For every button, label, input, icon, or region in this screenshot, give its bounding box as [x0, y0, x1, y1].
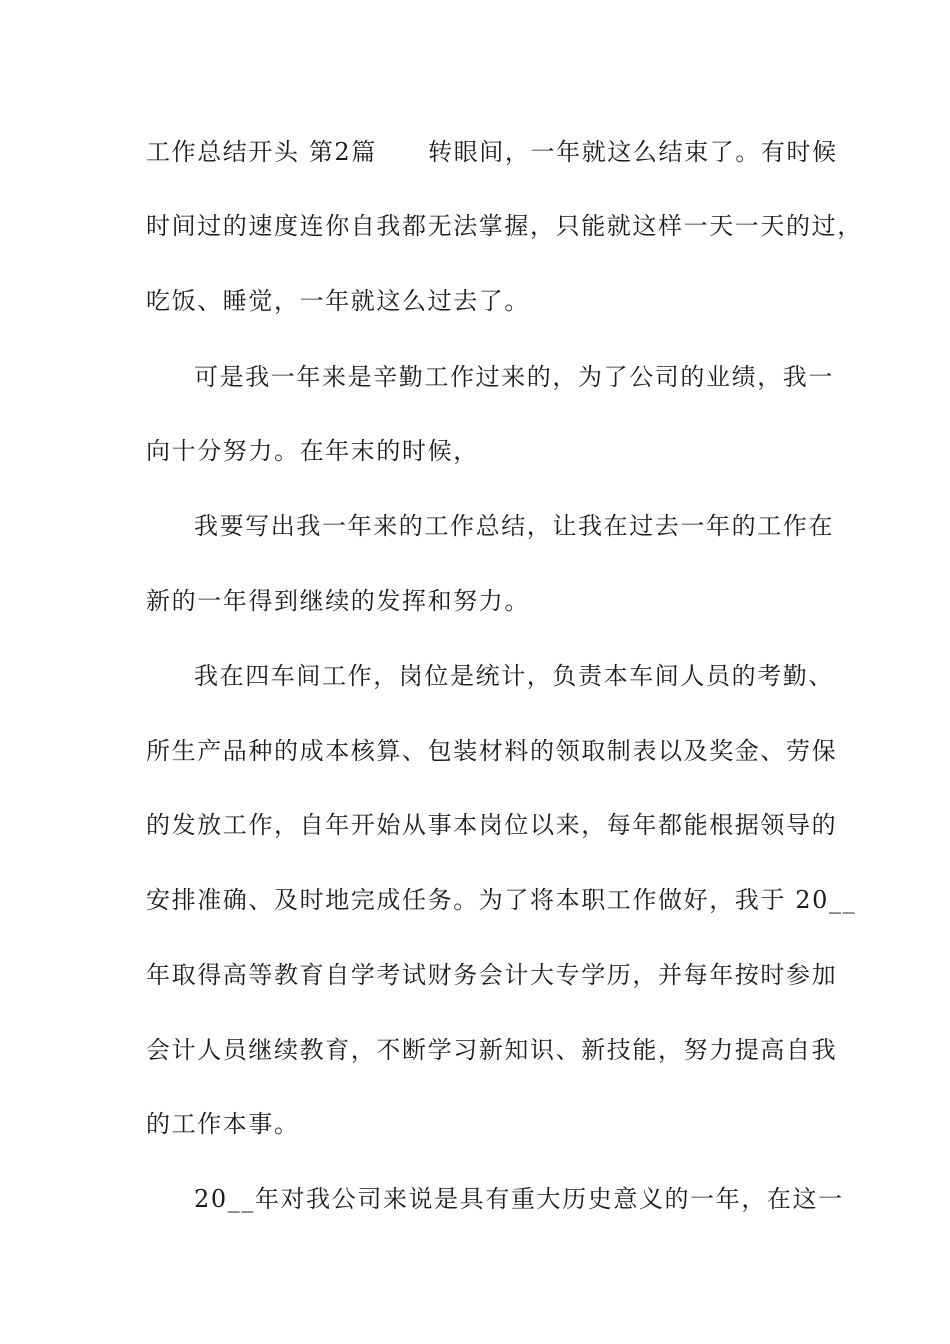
text-line: 时间过的速度连你自我都无法掌握，只能就这样一天一天的过，: [146, 212, 863, 240]
text-line: 会计人员继续教育，不断学习新知识、新技能，努力提高自我: [146, 1036, 838, 1064]
text-line: 向十分努力。在年末的时候，: [146, 437, 479, 465]
text-line: 我在四车间工作，岗位是统计，负责本车间人员的考勤、: [194, 662, 834, 690]
text-line: 可是我一年来是辛勤工作过来的，为了公司的业绩，我一: [194, 363, 834, 391]
text-line: 的工作本事。: [146, 1110, 300, 1138]
text-line: 工作总结开头 第2篇 转眼间，一年就这么结束了。有时候: [146, 138, 838, 166]
text-line: 新的一年得到继续的发挥和努力。: [146, 587, 530, 615]
text-line: 的发放工作，自年开始从事本岗位以来，每年都能根据领导的: [146, 811, 838, 839]
text-line: 吃饭、睡觉，一年就这么过去了。: [146, 287, 530, 315]
text-line: 年取得高等教育自学考试财务会计大专学历，并每年按时参加: [146, 961, 838, 989]
text-line: 20__年对我公司来说是具有重大历史意义的一年，在这一: [194, 1185, 844, 1213]
text-line: 所生产品种的成本核算、包装材料的领取制表以及奖金、劳保: [146, 737, 838, 765]
text-line: 我要写出我一年来的工作总结，让我在过去一年的工作在: [194, 512, 834, 540]
text-line: 安排准确、及时地完成任务。为了将本职工作做好，我于 20__: [146, 886, 857, 914]
